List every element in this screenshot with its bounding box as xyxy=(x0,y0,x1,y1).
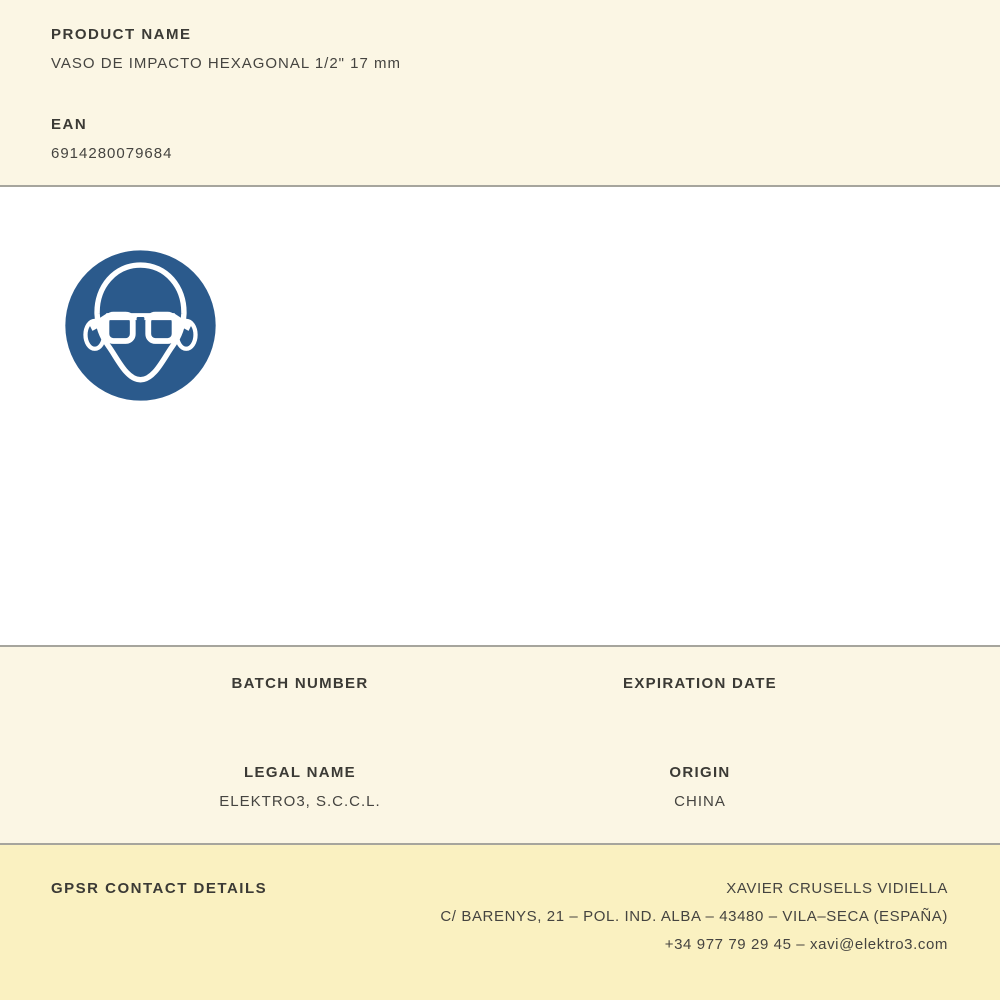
contact-phone-email-line: +34 977 79 29 45 – xavi@elektro3.com xyxy=(664,936,948,953)
wear-eye-protection-icon xyxy=(63,248,218,403)
ean-label: EAN xyxy=(51,116,88,133)
product-name-label: PRODUCT NAME xyxy=(51,26,192,43)
expiration-date-label: EXPIRATION DATE xyxy=(623,675,777,692)
ean-value: 6914280079684 xyxy=(51,145,173,162)
product-name-field xyxy=(51,27,949,72)
contact-person-line: XAVIER CRUSELLS VIDIELLA xyxy=(726,880,948,897)
batch-number-label: BATCH NUMBER xyxy=(231,675,369,692)
pictogram-section xyxy=(0,187,1000,645)
origin-label: ORIGIN xyxy=(669,764,731,781)
legal-name-label: LEGAL NAME xyxy=(244,764,356,781)
origin-value: CHINA xyxy=(674,793,726,810)
batch-number-field xyxy=(100,676,500,765)
details-section xyxy=(0,647,1000,843)
origin-field xyxy=(500,765,900,843)
expiration-date-field xyxy=(500,676,900,765)
legal-name-value: ELEKTRO3, S.C.C.L. xyxy=(219,793,381,810)
contact-address-line: C/ BARENYS, 21 – POL. IND. ALBA – 43480 – VILA–SECA (ESPAÑA) xyxy=(440,908,948,925)
legal-name-field xyxy=(100,765,500,843)
product-header-section xyxy=(0,0,1000,185)
gpsr-contact-lines xyxy=(440,875,948,959)
gpsr-contact-section xyxy=(0,845,1000,1000)
gpsr-contact-heading: GPSR CONTACT DETAILS xyxy=(51,880,268,897)
product-name-value: VASO DE IMPACTO HEXAGONAL 1/2" 17 mm xyxy=(51,55,402,72)
ean-field xyxy=(51,117,949,162)
